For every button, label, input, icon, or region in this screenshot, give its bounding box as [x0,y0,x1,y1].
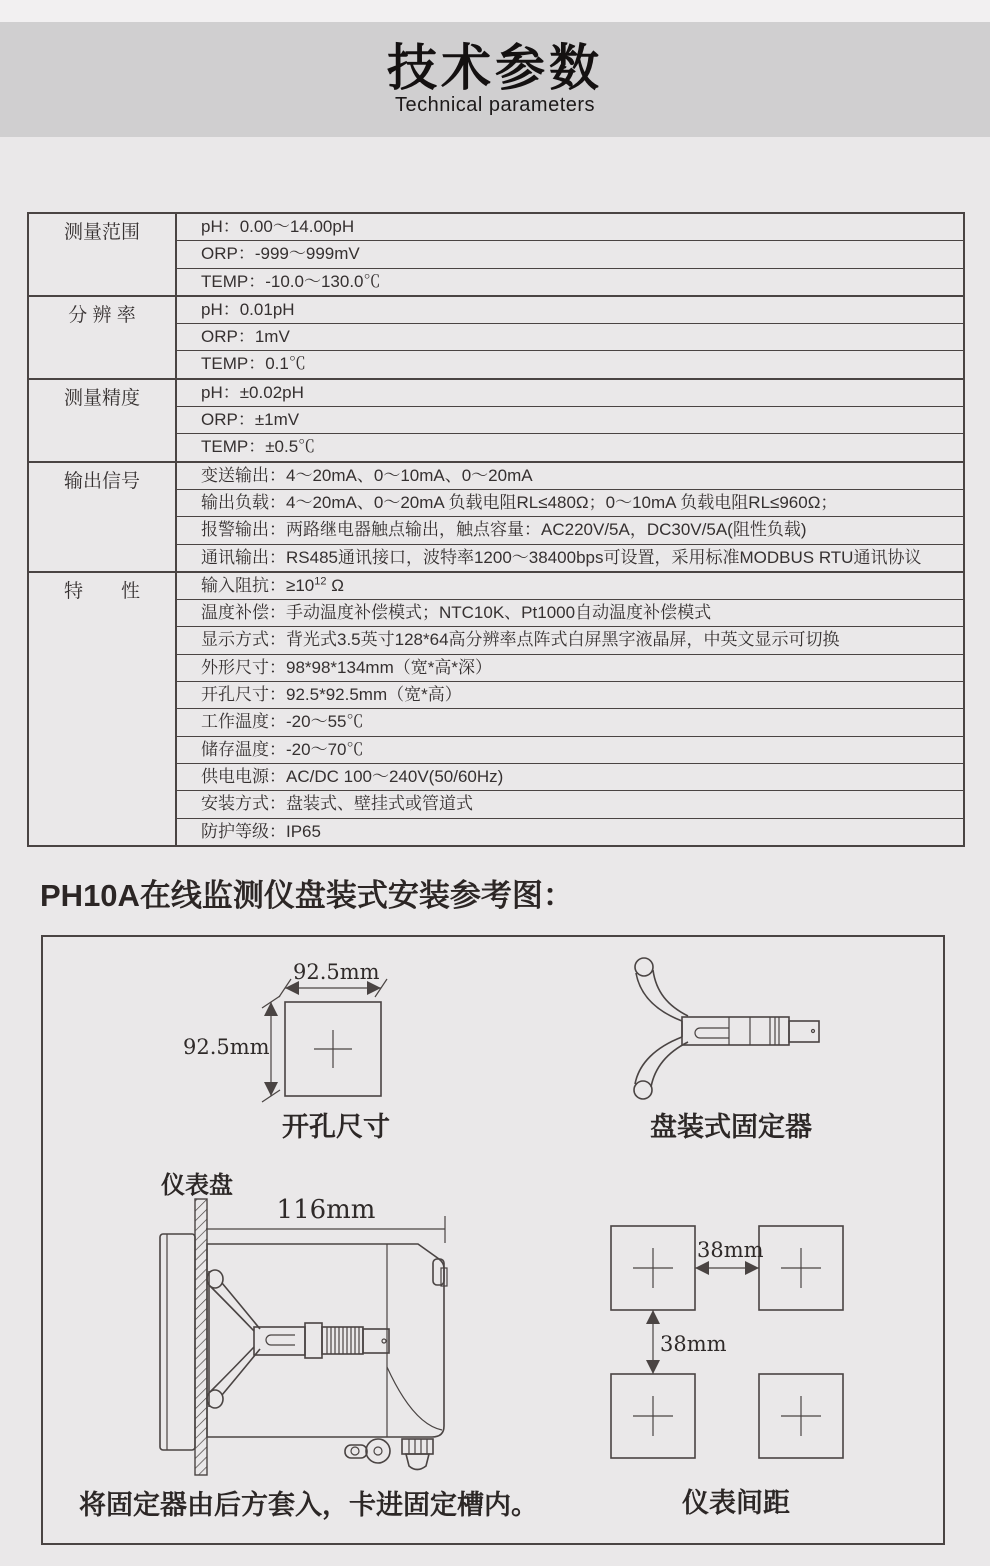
hole-size-drawing [262,979,387,1102]
table-group-label: 输出信号 [63,470,140,492]
table-row: TEMP：0.1℃ [177,350,963,377]
panel-side-view-drawing [160,1199,447,1475]
table-group-label: 特 性 [63,580,140,602]
table-row: 防护等级：IP65 [177,818,963,845]
page-title: 技术参数 [387,40,603,96]
table-group [29,378,963,461]
table-row: 变送输出：4～20mA、0～10mA、0～20mA [201,465,533,485]
table-group-label: 测量范围 [63,222,140,243]
table-group-label: 测量精度 [63,387,140,409]
table-row: 通讯输出：RS485通讯接口，波特率1200～38400bps可设置，采用标准MODBUS RTU通讯协议 [177,544,963,571]
page-subtitle: Technical parameters [394,94,596,116]
top-strip [0,0,990,22]
fixer-caption: 盘装式固定器 [650,1112,812,1142]
table-row: 温度补偿：手动温度补偿模式；NTC10K、Pt1000自动温度补偿模式 [177,599,963,626]
table-row: 输入阻抗：$\ge 10^{12}$ Ω [201,575,344,595]
table-row: 开孔尺寸：92.5*92.5mm（宽*高） [177,681,963,708]
hole-height-label: 92.5mm [183,1035,270,1059]
table-row: 报警输出：两路继电器触点输出，触点容量：AC220V/5A，DC30V/5A(阻性负载) [177,516,963,543]
table-group-rows [175,463,963,571]
table-row: 输出负载：4～20mA、0～20mA 负载电阻RL≤480Ω；0～10mA 负载电阻RL≤960Ω； [177,489,963,516]
section-title: PH10A在线监测仪盘装式安装参考图： [40,878,574,913]
table-group-rows [175,214,963,295]
table-group [29,461,963,571]
table-group [29,295,963,378]
hole-width-label: 92.5mm [293,960,380,984]
table-group [29,571,963,845]
panel-view-caption: 将固定器由后方套入，卡进固定槽内。 [79,1490,538,1520]
table-row: 供电电源：AC/DC 100～240V(50/60Hz) [177,763,963,790]
table-row: ORP：1mV [177,323,963,350]
table-row: 显示方式：背光式3.5英寸128*64高分辨率点阵式白屏黑字液晶屏，中英文显示可切换 [177,626,963,653]
table-group-rows [175,380,963,461]
table-row: pH：±0.02pH [201,382,304,402]
table-group-rows [175,573,963,845]
table-row: ORP：-999～999mV [177,240,963,267]
spacing-caption: 仪表间距 [682,1488,790,1518]
spacing-vertical-label: 38mm [660,1332,727,1356]
diagram-drawing [43,937,947,1547]
table-row: 储存温度：-20～70℃ [177,736,963,763]
table-row: pH：0.01pH [201,299,295,319]
table-row: TEMP：±0.5℃ [177,433,963,460]
table-group-label: 分 辨 率 [68,304,136,326]
table-row: pH：0.00～14.00pH [201,217,355,236]
spacing-horizontal-label: 38mm [697,1238,764,1262]
table-row: ORP：±1mV [177,406,963,433]
fixer-drawing [634,958,819,1099]
hole-caption: 开孔尺寸 [282,1112,390,1142]
table-group-rows [175,297,963,378]
installation-diagram [41,935,945,1545]
table-row: 外形尺寸：98*98*134mm（宽*高*深） [177,654,963,681]
spec-table [27,212,965,847]
table-row: 安装方式：盘装式、壁挂式或管道式 [177,790,963,817]
table-row: TEMP：-10.0～130.0℃ [177,268,963,295]
depth-label: 116mm [276,1195,376,1225]
table-row: 工作温度：-20～55℃ [177,708,963,735]
table-group [29,214,963,295]
panel-label: 仪表盘 [161,1172,233,1199]
